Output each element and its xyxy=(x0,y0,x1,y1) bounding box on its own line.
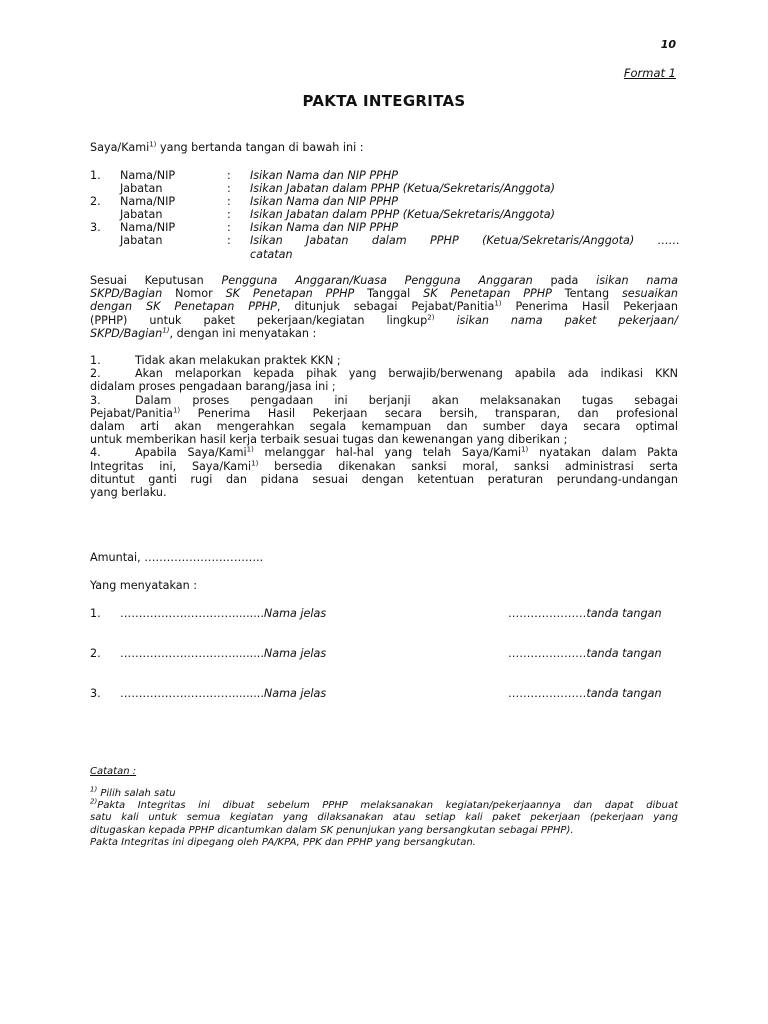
member-3-job-cont-row: catatan xyxy=(250,247,293,261)
member-3-name-row: 3. Nama/NIP : Isikan Nama dan NIP PPHP xyxy=(90,221,398,235)
member-1-job-row: Jabatan : Isikan Jabatan dalam PPHP (Ketua/Sekretaris/Anggota) xyxy=(120,182,555,196)
statement-item-2: 2. Akan melaporkan kepada pihak yang berwajib/berwenang apabila ada indikasi KKN didalam proses pengadaan barang/jasa ini ; xyxy=(90,367,678,394)
place-date-line: Amuntai, ………………………….. xyxy=(90,551,264,564)
member-list xyxy=(90,169,680,261)
member-2-job-row: Jabatan : Isikan Jabatan dalam PPHP (Ketua/Sekretaris/Anggota) xyxy=(120,208,555,222)
member-1-name-value: Isikan Nama dan NIP PPHP xyxy=(250,169,398,182)
member-3-name-value: Isikan Nama dan NIP PPHP xyxy=(250,221,398,235)
member-3-job-value: Isikan Jabatan dalam PPHP (Ketua/Sekretaris/Anggota) …… xyxy=(250,234,680,248)
member-2-name-value: Isikan Nama dan NIP PPHP xyxy=(250,195,398,209)
signature-row-2: 2. ………………………….........Nama jelas …………………tanda tangan xyxy=(90,647,662,660)
notes-block: $^{1)}$ Pilih salah satu $^{2)}$Pakta Integritas ini dibuat sebelum PPHP melaksanakan kegiatan/pekerjaannya dan dapat dibuat satu kali untuk semua kegiatan yang dilaksanakan atau setiap kali paket pekerjaan (pekerjaan yang ditugaskan kepada PPHP dicantumkan dalam SK penunjukan yang bersangkutan sebagai PPHP). Pakta Integritas ini dipegang oleh PA/KPA, PPK dan PPHP yang bersangkutan. xyxy=(90,785,678,848)
statement-item-1: 1. Tidak akan melakukan praktek KKN ; xyxy=(90,354,341,367)
decree-paragraph: Sesuai Keputusan Pengguna Anggaran/Kuasa Pengguna Anggaran pada isikan nama SKPD/Bagian Nomor SK Penetapan PPHP Tanggal SK Penetapan PPHP Tentang sesuaikan dengan SK Penetapan PPHP, ditunjuk sebagai Pejabat/Panitia$^{1)}$ Penerima Hasil Pekerjaan (PPHP) untuk paket pekerjaan/kegiatan lingkup$^{2)}$ isikan nama paket pekerjaan/ SKPD/Bagian$^{1)}$, dengan ini menyatakan : xyxy=(90,274,679,340)
statement-item-4: 4. Apabila Saya/Kami$^{1)}$ melanggar hal-hal yang telah Saya/Kami$^{1)}$ nyatakan dalam Pakta Integritas ini, Saya/Kami$^{1)}$ bersedia dikenakan sanksi moral, sanksi administrasi serta dituntut ganti rugi dan pidana sesuai dengan ketentuan peraturan perundang-undangan yang berlaku. xyxy=(90,445,678,500)
note-1: $^{1)}$ Pilih salah satu xyxy=(90,785,176,799)
member-2-job-value: Isikan Jabatan dalam PPHP (Ketua/Sekretaris/Anggota) xyxy=(250,208,555,222)
member-3-job-row: Jabatan : Isikan Jabatan dalam PPHP (Ketua/Sekretaris/Anggota) …… xyxy=(120,234,680,248)
member-1-job-value: Isikan Jabatan dalam PPHP (Ketua/Sekretaris/Anggota) xyxy=(250,182,555,196)
declarer-label: Yang menyatakan : xyxy=(90,579,198,592)
note-2: $^{2)}$Pakta Integritas ini dibuat sebelum PPHP melaksanakan kegiatan/pekerjaannya dan dapat dibuat xyxy=(90,797,678,812)
document-title: PAKTA INTEGRITAS xyxy=(302,92,466,110)
notes-heading: Catatan : xyxy=(90,766,137,777)
intro-line: Saya/Kami$^{1)}$ yang bertanda tangan di bawah ini : xyxy=(90,140,364,154)
statement-list xyxy=(90,354,678,499)
member-1-name-row: 1. Nama/NIP : Isikan Nama dan NIP PPHP xyxy=(90,169,398,182)
member-2-name-row: 2. Nama/NIP : Isikan Nama dan NIP PPHP xyxy=(90,195,398,209)
signature-row-3: 3. ………………………….........Nama jelas …………………tanda tangan xyxy=(90,687,662,700)
note-3: Pakta Integritas ini dipegang oleh PA/KPA, PPK dan PPHP yang bersangkutan. xyxy=(90,836,476,848)
signature-row-1: 1. ………………………….........Nama jelas …………………tanda tangan xyxy=(90,607,662,620)
page-number: 10 xyxy=(660,38,676,51)
format-label: Format 1 xyxy=(623,66,676,80)
statement-item-3: 3. Dalam proses pengadaan ini berjanji akan melaksanakan tugas sebagai Pejabat/Panitia$^{1)}$ Penerima Hasil Pekerjaan secara bersih, transparan, dan profesional dalam arti akan mengerahkan segala kemampuan dan sumber daya secara optimal untuk memberikan hasil kerja terbaik sesuai tugas dan kewenangan yang diberikan ; xyxy=(90,393,678,447)
